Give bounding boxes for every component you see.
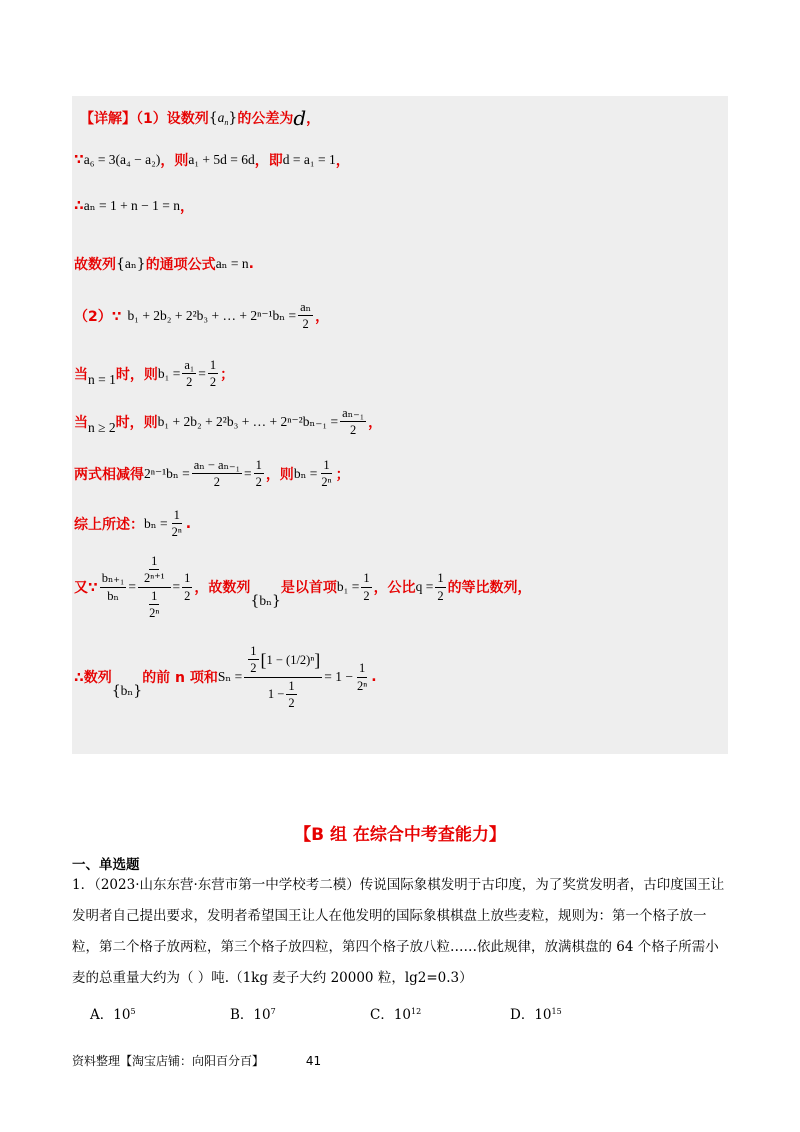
text: .: [185, 515, 192, 532]
detail-label: 【详解】（1）设数列: [80, 111, 209, 127]
text: ，: [368, 414, 383, 431]
fraction: $\frac{\text{a₁}}{2}$: [184, 358, 195, 390]
math-d: d: [293, 106, 307, 130]
text: 综上所述：: [74, 516, 144, 533]
because-symbol: ∵: [74, 152, 84, 168]
text: ，: [315, 308, 330, 325]
answer-options: [90, 1003, 650, 1023]
page-number: 41: [305, 1054, 322, 1068]
solution-line-5: [74, 300, 329, 332]
solution-line-10: 又∵ $\frac{\text{bₙ₊₁}}{\text{bₙ}}$ = $\frac{\frac{1}{\text{2ⁿ⁺¹}}}{\frac{1}{\text{2ⁿ}}}$ = $\frac{1}{2}$ ，故数列 {bₙ} 是以首项 b₁ = $\frac{1}{2}$ ，公比 q = $\frac{1}{2}$ 的等比数列，: [74, 554, 532, 621]
text: 是以首项: [280, 580, 337, 597]
option-a[interactable]: A．$10^5$: [90, 1007, 136, 1023]
sequence-b: {bₙ}: [250, 593, 281, 610]
text: ，公比: [373, 580, 416, 597]
footer-source: 资料整理【淘宝店铺：向阳百分百】: [72, 1054, 265, 1068]
math-equation: = 1 −: [324, 669, 354, 685]
text: .: [248, 256, 254, 272]
text: ，: [180, 199, 195, 215]
fraction: $\frac{1}{2}$: [363, 571, 370, 603]
text: 的通项公式: [145, 257, 216, 273]
page-footer: [72, 1052, 321, 1069]
therefore-symbol: ∴: [74, 198, 84, 214]
fraction: $\frac{\text{bₙ₊₁}}{\text{bₙ}}$: [101, 571, 125, 603]
sequence-b: {bₙ}: [111, 683, 143, 700]
math-equation: a₆ = 3(a₄ − a₂): [83, 152, 161, 167]
math-equation: d = a₁ = 1: [282, 152, 336, 167]
text: 故数列: [74, 257, 116, 273]
text: 当: [74, 366, 88, 383]
text: ；: [335, 466, 350, 483]
question-text: 1．（2023·山东东营·东营市第一中学校考二模）传说国际象棋发明于古印度，为了奖赏发明者，古印度国王让发明者自己提出要求，发明者希望国王让人在他发明的国际象棋棋盘上放些麦粒，规则为：第一个格子放一粒，第二个格子放两粒，第三个格子放四粒，第四个格子放八粒……依此规律，放满棋盘的 64 个格子所需小麦的总重量大约为（ ）吨.（1kg 麦子大约 20000 粒，lg2=0.3）: [72, 877, 725, 986]
fraction: $\frac{\text{aₙ}}{2}$: [300, 300, 312, 332]
text: 时，则: [115, 414, 158, 431]
solution-panel: [72, 96, 728, 754]
fraction: $\frac{1}{2}$: [209, 358, 217, 390]
math-equation: b₁ =: [336, 579, 360, 595]
fraction: $\frac{1}{\text{2ⁿ}}$: [357, 661, 368, 693]
text: ，则: [265, 466, 294, 483]
solution-line-6: 当 n = 1 时，则 b₁ = $\frac{\text{a₁}}{2}$ = $\frac{1}{2}$ ；: [74, 358, 235, 390]
solution-line-7: [74, 406, 382, 438]
fraction: $\frac{1}{2}$: [255, 458, 262, 490]
text: 的前 n 项和: [142, 670, 218, 687]
text: 当: [74, 414, 88, 431]
math-equation: Sₙ =: [217, 669, 243, 685]
text: .: [371, 669, 377, 686]
question-type-heading: 一、单选题: [72, 857, 140, 873]
fraction: $\frac{1}{\text{2ⁿ}}$: [321, 458, 332, 490]
math-condition: n ≥ 2: [88, 419, 116, 435]
math-equation: bₙ =: [293, 465, 318, 481]
math-equation: b₁ =: [157, 365, 181, 381]
solution-line-8: 两式相减得 2ⁿ⁻¹bₙ = $\frac{\text{aₙ − aₙ₋₁}}{2}$ = $\frac{1}{2}$ ，则 bₙ = $\frac{1}{\text{2ⁿ}}$ ；: [74, 458, 350, 490]
text: ，则: [160, 153, 189, 169]
text: 的等比数列，: [447, 580, 532, 597]
text: ，故数列: [194, 580, 251, 597]
text: 又∵: [74, 580, 98, 597]
text: ，: [335, 153, 350, 169]
fraction: $\frac{\text{aₙ₋₁}}{2}$: [342, 406, 365, 438]
sequence-a: $\{a_n\}$: [208, 109, 238, 127]
option-d[interactable]: D．$10^{15}$: [510, 1007, 562, 1023]
math-equation: aₙ = 1 + n − 1 = n: [83, 198, 181, 213]
math-equation: bₙ =: [144, 515, 168, 531]
text: ∴数列: [74, 670, 112, 687]
solution-line-2: [74, 150, 350, 170]
text: 的公差为: [237, 111, 294, 127]
math-condition: n = 1: [88, 371, 116, 387]
text: 时，则: [115, 366, 158, 383]
solution-line-4: [74, 254, 254, 274]
solution-line-3: [74, 196, 194, 216]
math-equation: q =: [415, 579, 434, 595]
fraction: $\frac{1}{2}$: [437, 571, 444, 603]
math-equation: b₁ + 2b₂ + 2²b₃ + … + 2ⁿ⁻²bₙ₋₁ =: [157, 413, 339, 429]
sequence-a: {aₙ}: [116, 256, 146, 272]
text: ，即: [254, 153, 283, 169]
fraction: $\frac{1}{2}$: [184, 571, 191, 603]
sum-fraction: $\frac{1}{2}$ [ 1 − (1/2)ⁿ ] 1 − $\frac{1}{2}$: [244, 644, 322, 711]
text: ，: [306, 111, 321, 127]
option-b[interactable]: B．$10^7$: [230, 1007, 276, 1023]
solution-line-1: [80, 106, 320, 130]
text: 两式相减得: [74, 466, 144, 483]
math-equation: 2ⁿ⁻¹bₙ =: [144, 465, 190, 481]
fraction: $\frac{\text{aₙ − aₙ₋₁}}{2}$: [193, 458, 240, 490]
math-equation: aₙ = n: [215, 256, 249, 271]
math-equation: a₁ + 5d = 6d: [188, 152, 255, 167]
solution-line-9: [74, 508, 191, 540]
fraction: $\frac{1}{\text{2ⁿ}}$: [171, 508, 182, 540]
part-label: （2）∵: [74, 308, 122, 325]
section-title: 【B 组 在综合中考查能力】: [294, 825, 506, 845]
option-c[interactable]: C．$10^{12}$: [370, 1007, 422, 1023]
compound-fraction: $\frac{\frac{1}{\text{2ⁿ⁺¹}}}{\frac{1}{\text{2ⁿ}}}$: [138, 554, 171, 621]
solution-line-11: [74, 644, 377, 711]
math-equation: b₁ + 2b₂ + 2²b₃ + … + 2ⁿ⁻¹bₙ =: [127, 307, 297, 323]
text: ；: [220, 366, 235, 383]
